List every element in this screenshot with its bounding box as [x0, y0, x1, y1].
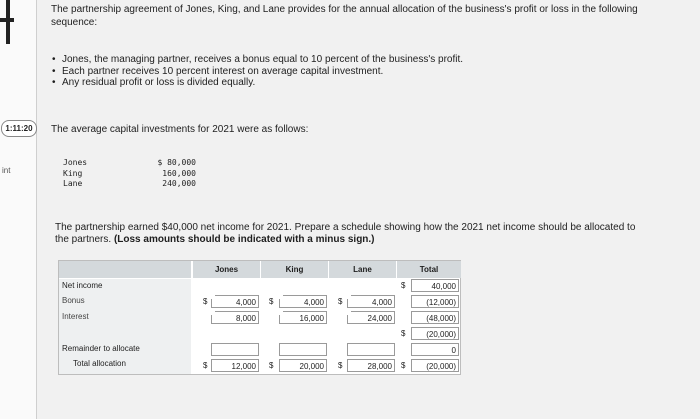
- interest-jones-input[interactable]: 8,000: [211, 311, 259, 324]
- capital-amounts: [148, 158, 196, 190]
- total-total[interactable]: (20,000): [411, 359, 459, 372]
- allocation-table: [58, 260, 461, 375]
- rule-item: • Each partner receives 10 percent interest on average capital investment.: [62, 66, 463, 78]
- currency-sign: $: [269, 297, 274, 306]
- label-total-allocation: Total allocation: [73, 359, 126, 368]
- interest-lane-input[interactable]: 4,000: [347, 295, 395, 308]
- corner-tab-icon: [0, 0, 14, 44]
- partner-name: Lane: [63, 179, 83, 188]
- partner-name: Jones: [63, 158, 88, 167]
- header-lane: Lane: [328, 261, 396, 278]
- intro-text: The partnership agreement of Jones, King, and Lane provides for the annual allocation of the business's profit or loss in the following: [51, 4, 638, 15]
- label-net-income: Net income: [62, 281, 103, 290]
- label-bonus: Bonus: [62, 296, 85, 305]
- subtotal-total[interactable]: (20,000): [411, 327, 459, 340]
- label-interest: Interest: [62, 312, 89, 321]
- capital-names: [63, 158, 87, 190]
- label-remainder: Remainder to allocate: [62, 344, 140, 353]
- bonus-total[interactable]: (12,000): [411, 295, 459, 308]
- interest-total[interactable]: (48,000): [411, 311, 459, 324]
- interest-lane-input-2[interactable]: 24,000: [347, 311, 395, 324]
- question-plain: the partners.: [55, 234, 112, 245]
- timer-badge: 1:11:20: [1, 120, 37, 137]
- header-king: King: [260, 261, 328, 278]
- currency-sign: $: [401, 281, 406, 290]
- remainder-lane-input[interactable]: [347, 343, 395, 356]
- capital-intro: The average capital investments for 2021 were as follows:: [51, 124, 309, 135]
- total-lane[interactable]: 28,000: [347, 359, 395, 372]
- total-jones[interactable]: 12,000: [211, 359, 259, 372]
- currency-sign: $: [338, 297, 343, 306]
- rules-list: [62, 54, 463, 89]
- currency-sign: $: [269, 361, 274, 370]
- capital-amount: $ 80,000: [157, 158, 196, 167]
- remainder-king-input[interactable]: [279, 343, 327, 356]
- question-instruction: (Loss amounts should be indicated with a minus sign.): [113, 234, 375, 245]
- currency-sign: $: [338, 361, 343, 370]
- header-total: Total: [396, 261, 461, 278]
- interest-king-input-2[interactable]: 16,000: [279, 311, 327, 324]
- question-text: The partnership earned $40,000 net income for 2021. Prepare a schedule showing how the 2021 net income should be allocated to: [55, 222, 636, 233]
- remainder-total[interactable]: 0: [411, 343, 459, 356]
- interest-king-input[interactable]: 4,000: [279, 295, 327, 308]
- header-jones: Jones: [192, 261, 260, 278]
- question-text-2: [55, 233, 375, 246]
- bonus-jones-input[interactable]: 4,000: [211, 295, 259, 308]
- net-income-total[interactable]: 40,000: [411, 279, 459, 292]
- currency-sign: $: [401, 361, 406, 370]
- remainder-jones-input[interactable]: [211, 343, 259, 356]
- rule-item: • Any residual profit or loss is divided equally.: [62, 77, 463, 89]
- left-sidebar: [0, 0, 37, 419]
- capital-amount: 160,000: [162, 168, 196, 178]
- currency-sign: $: [203, 297, 208, 306]
- hint-link[interactable]: int: [2, 166, 11, 175]
- total-king[interactable]: 20,000: [279, 359, 327, 372]
- capital-amount: 240,000: [162, 179, 196, 188]
- rule-item: • Jones, the managing partner, receives a bonus equal to 10 percent of the business's profit.: [62, 54, 463, 66]
- intro-text-cont: sequence:: [51, 17, 98, 28]
- currency-sign: $: [401, 329, 406, 338]
- partner-name: King: [63, 168, 83, 178]
- header-blank: [59, 261, 191, 278]
- currency-sign: $: [203, 361, 208, 370]
